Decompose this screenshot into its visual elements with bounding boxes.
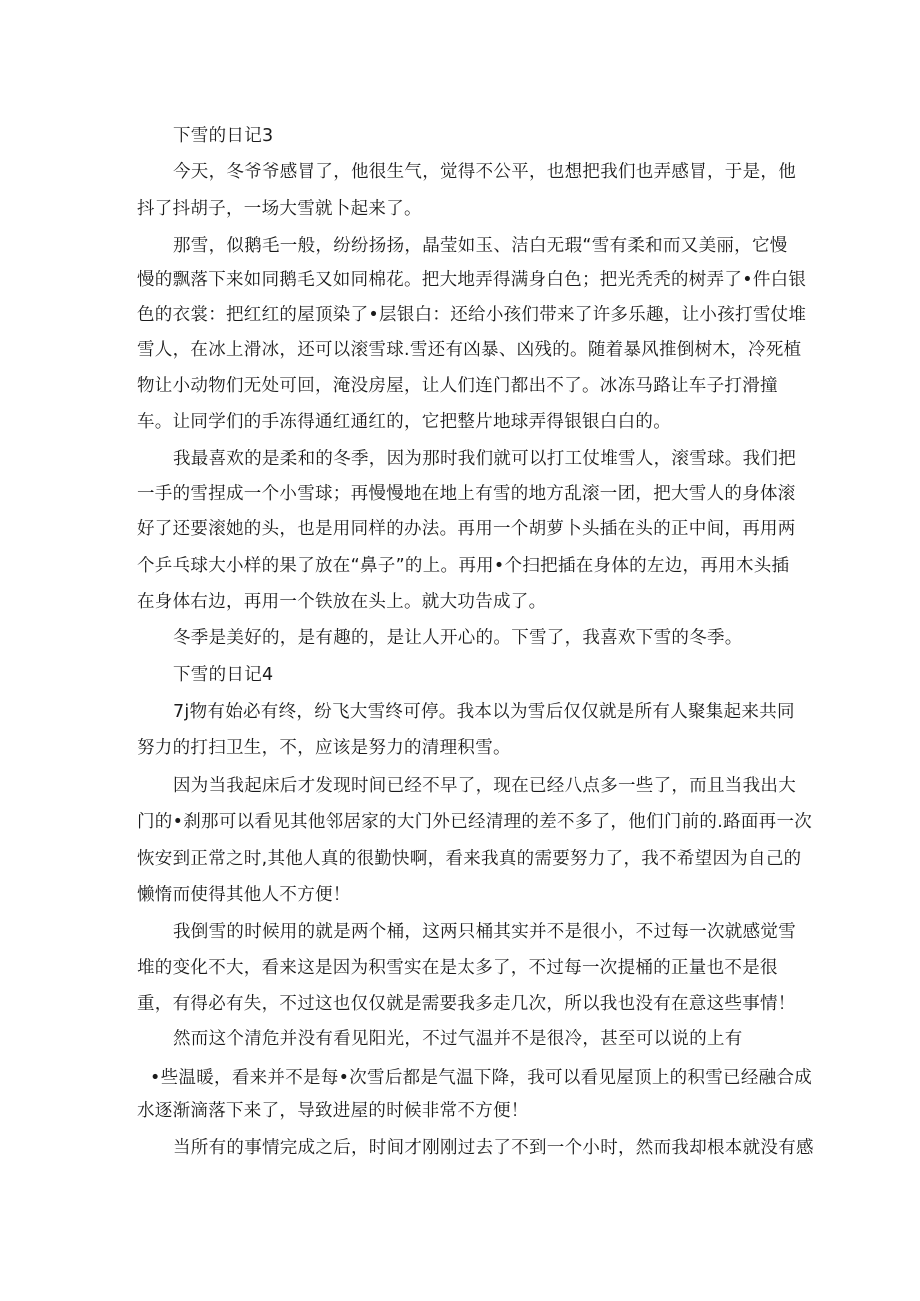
- paragraph-line: 当所有的事情完成之后，时间才刚刚过去了不到一个小时，然而我却根本就没有感: [173, 1138, 814, 1158]
- paragraph-line: 一手的雪捏成一个小雪球；再慢慢地在地上有雪的地方乱滚一团，把大雪人的身体滚: [137, 484, 796, 504]
- paragraph-line: 今天，冬爷爷感冒了，他很生气，觉得不公平，也想把我们也弄感冒，于是，他: [173, 162, 796, 182]
- paragraph-line: 7j物有始必有终，纷飞大雪终可停。我本以为雪后仅仅就是所有人聚集起来共同: [173, 702, 795, 722]
- paragraph-line: 那雪，似鹅毛一般，纷纷扬扬，晶莹如玉、洁白无瑕“雪有柔和而又美丽，它慢: [173, 236, 788, 256]
- paragraph-line: 冬季是美好的，是有趣的，是让人开心的。下雪了，我喜欢下雪的冬季。: [173, 628, 743, 648]
- paragraph-line: 色的衣裳：把红红的屋顶染了•层银白：还给小孩们带来了许多乐趣，让小孩打雪仗堆: [137, 305, 807, 325]
- paragraph-line: 在身体右边，再用一个铁放在头上。就大功告成了。: [137, 592, 547, 612]
- paragraph-line: 重，有得必有失，不过这也仅仅就是需要我多走几次，所以我也没有在意这些事情！: [137, 994, 796, 1014]
- paragraph-line: 抖了抖胡子，一场大雪就卜起来了。: [137, 199, 422, 219]
- paragraph-line: 我最喜欢的是柔和的冬季，因为那时我们就可以打工仗堆雪人，滚雪球。我们把: [173, 449, 796, 469]
- paragraph-line: 水逐渐滴落下来了，导致进屋的时候非常不方便！: [137, 1101, 529, 1121]
- paragraph-line: 恢安到正常之时,其他人真的很勤快啊，看来我真的需要努力了，我不希望因为自己的: [137, 849, 802, 869]
- paragraph-line: 慢的飘落下来如同鹅毛又如同棉花。把大地弄得满身白色；把光秃秃的树弄了•件白银: [137, 270, 807, 290]
- paragraph-line: 然而这个清危并没有看见阳光，不过气温并不是很冷，甚至可以说的上有: [173, 1029, 743, 1049]
- paragraph-line: 个乒乓球大小样的果了放在“鼻子”的上。再用•个扫把插在身体的左边，再用木头插: [137, 556, 790, 576]
- paragraph-line: 物让小动物们无处可回，淹没房屋，让人们连门都出不了。冰冻马路让车子打滑撞: [137, 376, 778, 396]
- heading-diary-4: 下雪的日记4: [173, 665, 274, 685]
- paragraph-line: 努力的打扫卫生，不，应该是努力的清理积雪。: [137, 738, 511, 758]
- paragraph-line: 因为当我起床后才发现时间已经不早了，现在已经八点多一些了，而且当我出大: [173, 776, 796, 796]
- paragraph-line: 雪人，在冰上滑冰，还可以滚雪球.雪还有凶暴、凶残的。随着暴风推倒树木，冷死植: [137, 340, 802, 360]
- heading-diary-3: 下雪的日记3: [173, 126, 274, 146]
- paragraph-line: 堆的变化不大，看来这是因为积雪实在是太多了，不过每一次提桶的正量也不是很: [137, 958, 778, 978]
- paragraph-line: 门的•刹那可以看见其他邻居家的大门外已经清理的差不多了，他们门前的.路面再一次: [137, 812, 813, 832]
- paragraph-line: 我倒雪的时候用的就是两个桶，这两只桶其实并不是很小，不过每一次就感觉雪: [173, 922, 796, 942]
- paragraph-line: 车。让同学们的手冻得通红通红的，它把整片地球弄得银银白白的。: [137, 412, 671, 432]
- paragraph-line: 懒惰而使得其他人不方便！: [137, 885, 351, 905]
- paragraph-line: 好了还要滚她的头，也是用同样的办法。再用一个胡萝卜头插在头的正中间，再用两: [137, 519, 796, 539]
- paragraph-line: •些温暖，看来并不是每•次雪后都是气温下降，我可以看见屋顶上的积雪已经融合成: [150, 1068, 813, 1088]
